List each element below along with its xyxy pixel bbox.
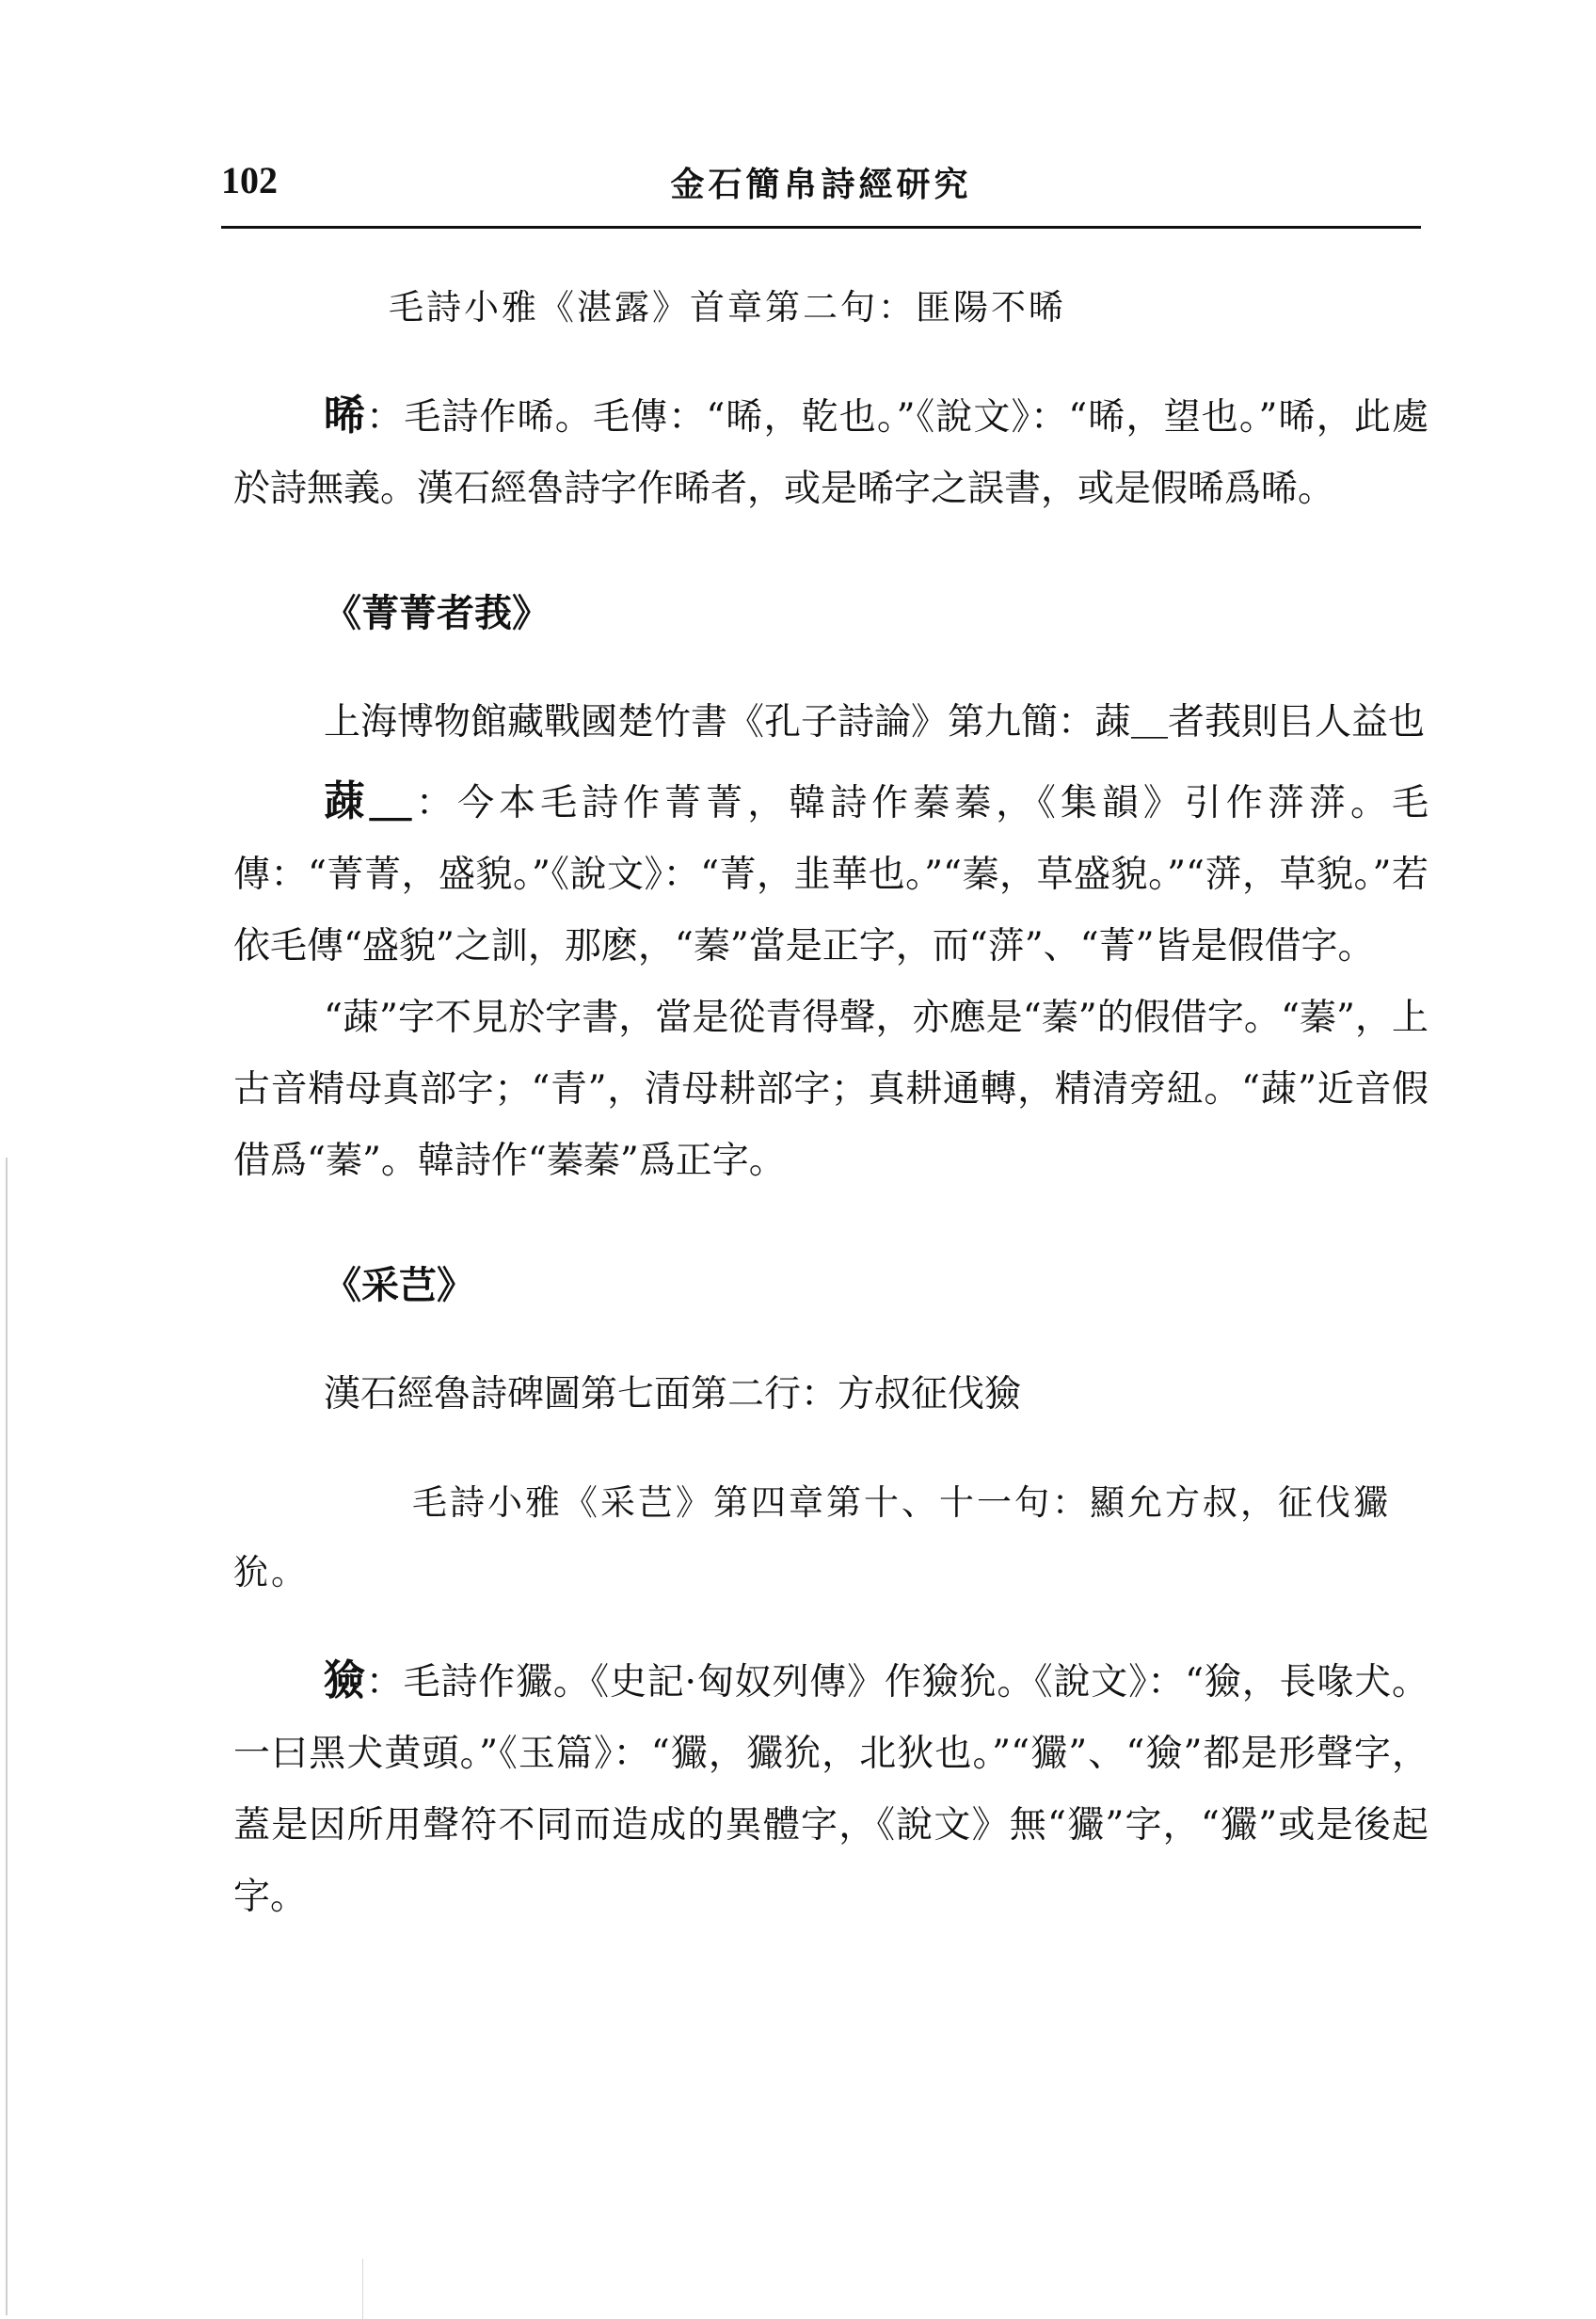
running-title: 金石簡帛詩經研究: [670, 165, 972, 204]
head-char-xian: 獫: [324, 1656, 366, 1704]
scan-edge-line: [6, 1158, 8, 2315]
commentary-xi: [233, 380, 1428, 525]
page-number: 102: [221, 159, 278, 201]
commentary-xian: [233, 1645, 1428, 1933]
commentary-jing: [233, 766, 1428, 983]
commentary-xi-text: ：毛詩作晞。毛傳：“晞，乾也。”《說文》：“晞，望也。”晞，此處於詩無義。漢石經魯詩字作晞者，或是晞字之誤書，或是假晞爲晞。: [233, 396, 1428, 510]
scan-edge-line-bottom: [362, 2259, 363, 2319]
source-hanshijing: 漢石經魯詩碑圖第七面第二行：方叔征伐獫: [324, 1373, 1022, 1415]
source-kongzi-shilun: 上海博物館藏戰國楚竹書《孔子詩論》第九簡：䔫＿者莪則㠯人益也: [324, 701, 1426, 744]
citation-zhanlu: 毛詩小雅《湛露》首章第二句：匪陽不晞: [389, 287, 1066, 328]
section-title-caiqi: 《采芑》: [324, 1263, 474, 1307]
commentary-jing-2: “䔫”字不見於字書，當是從青得聲，亦應是“蓁”的假借字。“蓁”，上古音精母真部字；“青”，清母耕部字；真耕通轉，精清旁紐。“䔫”近音假借爲“蓁”。韓詩作“蓁蓁”爲正字。: [233, 997, 1428, 1182]
commentary-jing-text: ：今本毛詩作菁菁，韓詩作蓁蓁，《集韻》引作蓱蓱。毛傳：“菁菁，盛貌。”《說文》：“菁，韭華也。”“蓁，草盛貌。”“蓱，草貌。”若依毛傳“盛貌”之訓，那麽，“蓁”當是正字，而“蓱”、“菁”皆是假借字。: [233, 782, 1428, 968]
head-char-xi: 晞: [324, 392, 367, 440]
head-char-jing: 䔫＿: [324, 777, 417, 825]
citation-caiqi: 毛詩小雅《采芑》第四章第十、十一句：顯允方叔，征伐玁狁。: [233, 1482, 1391, 1592]
commentary-xian-text: ：毛詩作玁。《史記·匈奴列傳》作獫狁。《說文》：“獫，長喙犬。一曰黑犬黄頭。”《玉篇》：“玁，玁狁，北狄也。”“玁”、“獫”都是形聲字，蓋是因所用聲符不同而造成的異體字，《說文》無“玁”字，“玁”或是後起字。: [233, 1661, 1428, 1918]
section-title-jingjing: 《菁菁者莪》: [324, 591, 550, 635]
page-header: [221, 151, 1421, 229]
page-body: [233, 273, 1428, 1933]
